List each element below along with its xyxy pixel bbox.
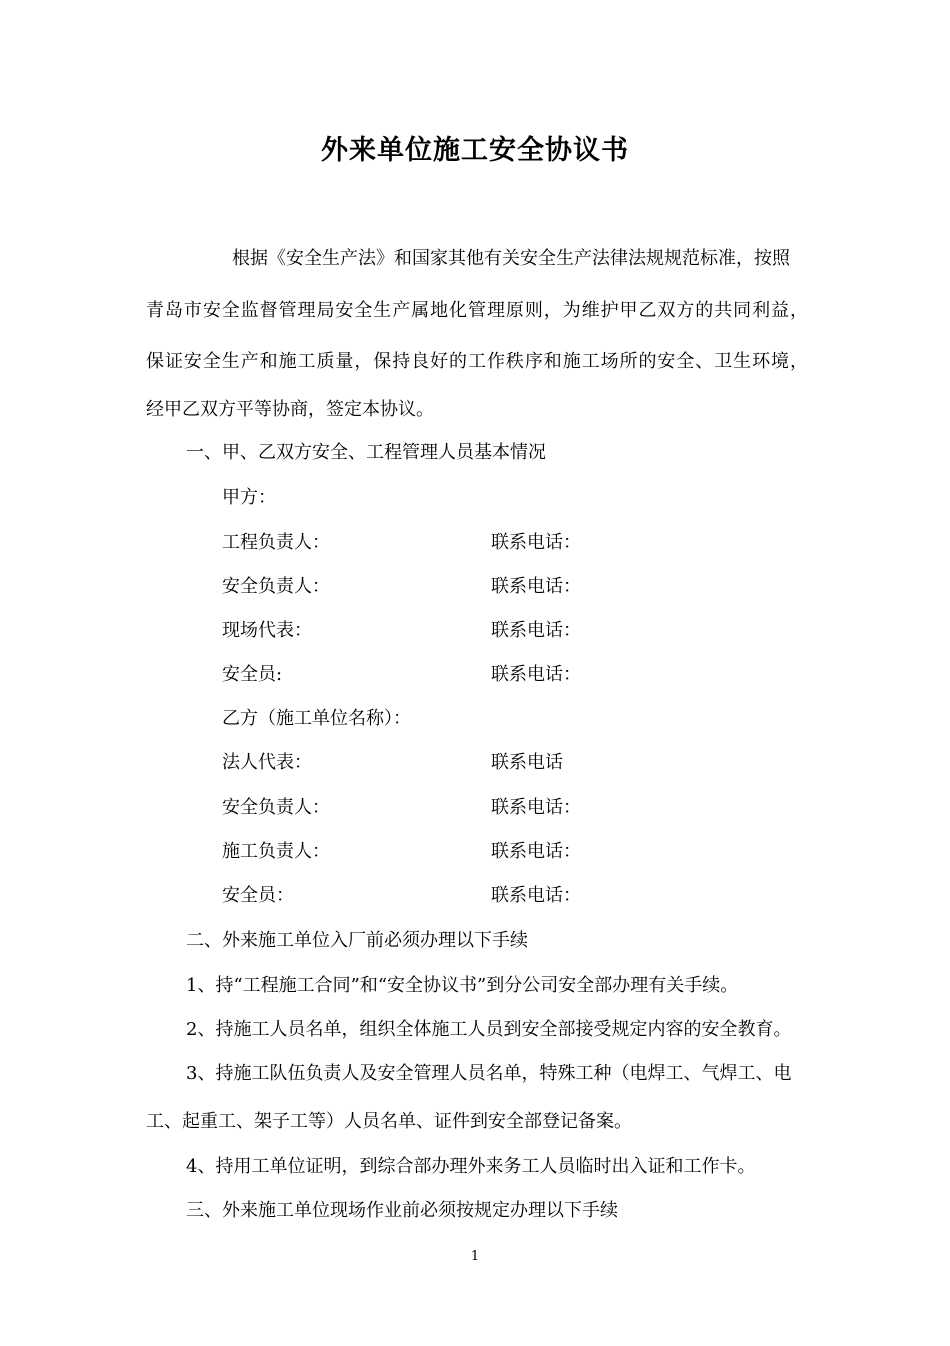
- party-a-role-label: 安全负责人：: [222, 576, 330, 597]
- party-b-role-label: 施工负责人：: [222, 841, 330, 862]
- section2-item-3-line-1: 3、持施工队伍负责人及安全管理人员名单，特殊工种（电焊工、气焊工、电: [186, 1063, 792, 1084]
- section3-heading: 三、外来施工单位现场作业前必须按规定办理以下手续: [186, 1200, 618, 1221]
- party-a-phone-label: 联系电话：: [491, 576, 581, 597]
- page-number: 1: [470, 1249, 480, 1264]
- party-b-role-label: 安全负责人：: [222, 797, 330, 818]
- party-b-phone-label: 联系电话：: [491, 841, 581, 862]
- party-a-phone-label: 联系电话：: [491, 664, 581, 685]
- document-title: 外来单位施工安全协议书: [321, 135, 629, 166]
- intro-line-4: 经甲乙双方平等协商，签定本协议。: [146, 399, 434, 420]
- party-a-label: 甲方：: [222, 487, 276, 508]
- party-a-role-label: 工程负责人：: [222, 532, 330, 553]
- section2-item-3-line-2: 工、起重工、架子工等）人员名单、证件到安全部登记备案。: [146, 1111, 632, 1132]
- party-b-role-label: 法人代表：: [222, 752, 312, 773]
- party-a-role-label: 现场代表：: [222, 620, 312, 641]
- intro-line-3: 保证安全生产和施工质量，保持良好的工作秩序和施工场所的安全、卫生环境，: [146, 351, 808, 372]
- party-b-role-label: 安全员：: [222, 885, 294, 906]
- party-a-phone-label: 联系电话：: [491, 620, 581, 641]
- party-a-role-label: 安全员:: [222, 664, 283, 685]
- section2-item-4: 4、持用工单位证明，到综合部办理外来务工人员临时出入证和工作卡。: [186, 1156, 756, 1177]
- party-b-phone-label: 联系电话：: [491, 797, 581, 818]
- intro-line-2: 青岛市安全监督管理局安全生产属地化管理原则，为维护甲乙双方的共同利益，: [146, 300, 808, 321]
- party-b-label: 乙方（施工单位名称）：: [222, 708, 411, 729]
- party-a-phone-label: 联系电话：: [491, 532, 581, 553]
- section2-heading: 二、外来施工单位入厂前必须办理以下手续: [186, 930, 528, 951]
- party-b-phone-label: 联系电话：: [491, 885, 581, 906]
- section2-item-1: 1、持“工程施工合同”和“安全协议书”到分公司安全部办理有关手续。: [186, 975, 739, 996]
- intro-line-1: 根据《安全生产法》和国家其他有关安全生产法律法规规范标准，按照: [232, 248, 790, 269]
- section2-item-2: 2、持施工人员名单，组织全体施工人员到安全部接受规定内容的安全教育。: [186, 1019, 792, 1040]
- section1-heading: 一、甲、乙双方安全、工程管理人员基本情况: [186, 442, 546, 463]
- party-b-phone-label: 联系电话: [491, 752, 563, 773]
